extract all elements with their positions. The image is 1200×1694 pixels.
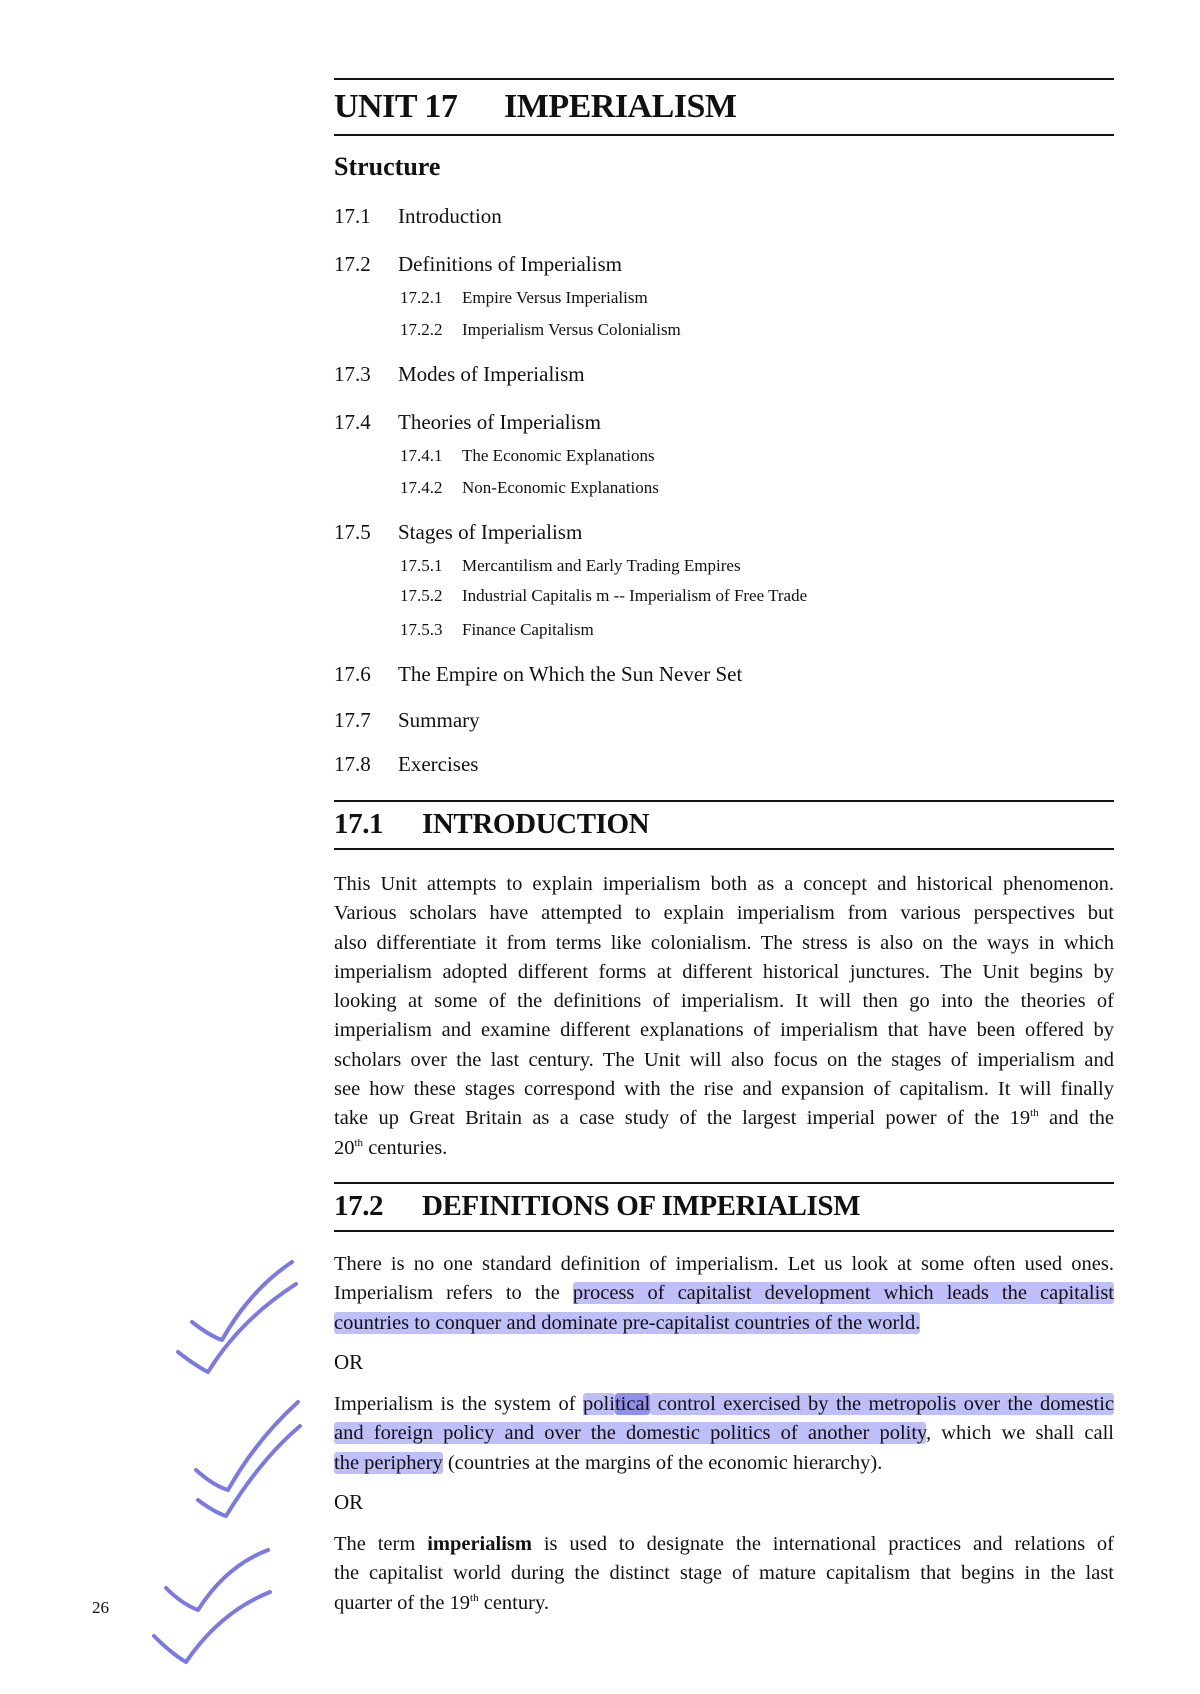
toc-item-exercises: 17.8 Exercises [334, 752, 479, 776]
text-line: looking at some of the definitions of imperialism. It will then go into the theories of [334, 990, 1114, 1013]
text-line: This Unit attempts to explain imperialism both as a concept and historical phenomenon. [334, 873, 1114, 895]
highlight: control exercised by the metropolis over the domestic [650, 1393, 1115, 1415]
text-line: the periphery (countries at the margins of the economic hierarchy). [334, 1451, 883, 1474]
divider [334, 78, 1114, 80]
toc-item-summary: 17.7 Summary [334, 708, 480, 732]
handwritten-check-marks [0, 0, 340, 1694]
definition-paragraph-3 [334, 1530, 1114, 1618]
text-line: There is no one standard definition of imperialism. Let us look at some often used ones. [334, 1253, 1114, 1275]
toc-item-introduction: 17.1 Introduction [334, 204, 502, 228]
text-line: take up Great Britain as a case study of the largest imperial power of the 19th and the [334, 1107, 1114, 1130]
text-line: imperialism and examine different explanations of imperialism that have been offered by [334, 1019, 1114, 1042]
text-line: see how these stages correspond with the rise and expansion of capitalism. It will finally [334, 1078, 1114, 1101]
text-line: also differentiate it from terms like colonialism. The stress is also on the ways in which [334, 931, 1114, 954]
toc-subitem: 17.5.3 Finance Capitalism [400, 620, 594, 639]
divider [334, 134, 1114, 136]
text-line: Imperialism refers to the process of capitalist development which leads the capitalist [334, 1282, 1114, 1305]
highlight: the periphery [334, 1451, 443, 1474]
text-line: quarter of the 19th century. [334, 1591, 549, 1614]
toc-subitem: 17.4.2 Non-Economic Explanations [400, 478, 659, 497]
toc-subitem: 17.5.2 Industrial Capitalis m -- Imperialism of Free Trade [400, 586, 808, 605]
introduction-paragraph [334, 870, 1114, 1163]
text-line: and foreign policy and over the domestic politics of another polity, which we shall call [334, 1422, 1114, 1445]
definition-paragraph-1 [334, 1250, 1114, 1338]
check-mark-icon [178, 1284, 296, 1372]
section-heading-introduction: 17.1 INTRODUCTION [334, 808, 650, 840]
toc-item-definitions: 17.2 Definitions of Imperialism [334, 252, 622, 276]
structure-heading: Structure [334, 152, 441, 181]
toc-item-theories: 17.4 Theories of Imperialism [334, 410, 601, 434]
divider [334, 1182, 1114, 1184]
highlight: and foreign policy and over the domestic politics of another polity [334, 1422, 926, 1445]
highlight: poli [583, 1393, 615, 1415]
or-separator: OR [334, 1350, 364, 1374]
text-line [334, 1309, 1114, 1338]
text-line: imperialism adopted different forms at different historical junctures. The Unit begins by [334, 960, 1114, 983]
toc-subitem: 17.2.1 Empire Versus Imperialism [400, 288, 648, 307]
divider [334, 848, 1114, 850]
highlight: countries to conquer and dominate pre-capitalist countries of the world. [334, 1311, 921, 1334]
check-mark-icon [198, 1426, 300, 1516]
text-line: Various scholars have attempted to explain imperialism from various perspectives but [334, 902, 1114, 925]
check-mark-icon [196, 1402, 298, 1490]
highlight: process of capitalist development which leads the capitalist [572, 1282, 1114, 1305]
text-line: The term imperialism is used to designate the international practices and relations of [334, 1533, 1114, 1555]
check-mark-icon [154, 1592, 270, 1662]
text-line: 20th centuries. [334, 1136, 448, 1159]
definition-paragraph-2 [334, 1390, 1114, 1478]
section-heading-definitions: 17.2 DEFINITIONS OF IMPERIALISM [334, 1190, 861, 1222]
unit-title: UNIT 17 IMPERIALISM [334, 88, 737, 125]
toc-item-stages: 17.5 Stages of Imperialism [334, 520, 583, 544]
page-number: 26 [92, 1598, 109, 1617]
divider [334, 800, 1114, 802]
or-separator: OR [334, 1490, 364, 1514]
text-line: scholars over the last century. The Unit will also focus on the stages of imperialism and [334, 1048, 1114, 1071]
toc-item-empire: 17.6 The Empire on Which the Sun Never Set [334, 662, 743, 686]
highlight: tical [614, 1393, 651, 1415]
toc-item-modes: 17.3 Modes of Imperialism [334, 362, 585, 386]
toc-subitem: 17.4.1 The Economic Explanations [400, 446, 655, 465]
divider [334, 1230, 1114, 1232]
toc-subitem: 17.5.1 Mercantilism and Early Trading Empires [400, 556, 741, 575]
text-line: the capitalist world during the distinct stage of mature capitalism that begins in the last [334, 1562, 1114, 1585]
toc-subitem: 17.2.2 Imperialism Versus Colonialism [400, 320, 681, 339]
text-line: Imperialism is the system of political control exercised by the metropolis over the domestic [334, 1393, 1115, 1415]
